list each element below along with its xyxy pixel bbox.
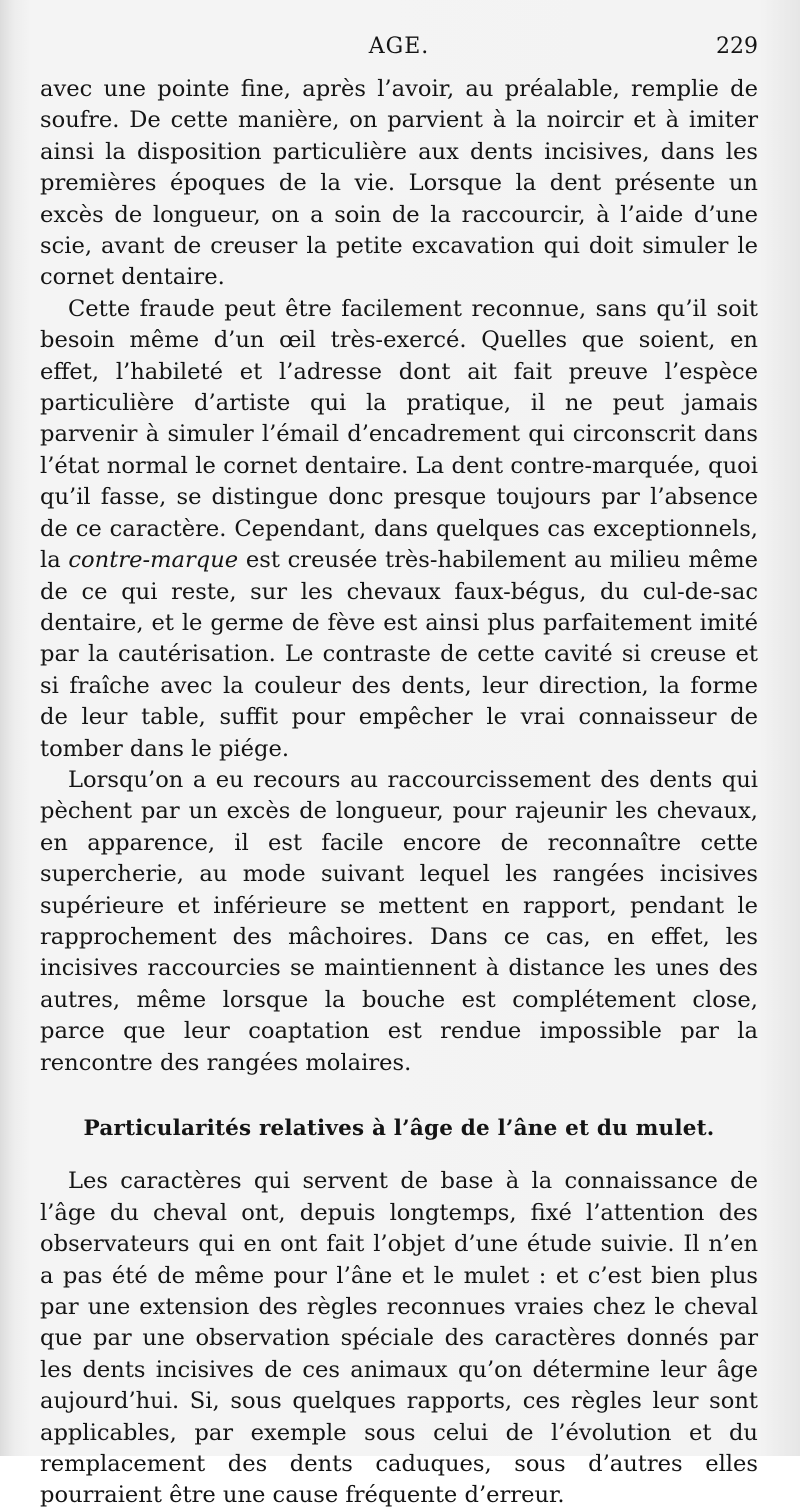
paragraph-donkey-mule: Les caractères qui servent de base à la connaissance de l’âge du cheval ont, depuis longtemps, fixé l’attention des observateurs qui en ont fait l’objet d’une étude suivie. Il n’en a pas été de même pour l’âne et le mulet : et c’est bien plus par une extension des règles reconnues vraies chez le cheval que par une observation spéciale des caractères donnés par les dents incisives de ces animaux qu’on détermine leur âge aujourd’hui. Si, sous quelques rapports, ces règles leur sont applicables, par exemple sous celui de l’évolution et du remplacement des dents caduques, sous d’autres elles pourraient être une cause fréquente d’erreur.: [40, 1168, 758, 1509]
paragraph-text-end: est creusée très-habilement au milieu même de ce qui reste, sur les chevaux faux-bégus, du cul-de-sac dentaire, et le germe de fève est ainsi plus parfaitement imité par la cautérisation. Le contraste de cette cavité si creuse et si fraîche avec la couleur des dents, leur direction, la forme de leur table, suffit pour empêcher le vrai connaisseur de tomber dans le piége.: [40, 547, 758, 762]
paragraph-shortened-teeth: Lorsqu’on a eu recours au raccourcissement des dents qui pèchent par un excès de longueur, pour rajeunir les chevaux, en apparence, il est facile encore de reconnaître cette supercherie, au mode suivant lequel les rangées incisives supérieure et inférieure se mettent en rapport, pendant le rapprochement des mâchoires. Dans ce cas, en effet, les incisives raccourcies se maintiennent à distance les unes des autres, même lorsque la bouche est complétement close, parce que leur coaptation est rendue impossible par la rencontre des rangées molaires.: [40, 766, 758, 1076]
italic-term: contre-marque: [68, 547, 239, 574]
page-number: 229: [716, 34, 758, 59]
body-text: [40, 74, 758, 1512]
section-heading: Particularités relatives à l’âge de l’âne et du mulet.: [83, 1116, 715, 1141]
paragraph-continued: avec une pointe fine, après l’avoir, au préalable, remplie de soufre. De cette manière, on parvient à la noircir et à imiter ainsi la disposition particulière aux dents incisives, dans les premières époques de la vie. Lorsque la dent présente un excès de longueur, on a soin de la raccourcir, à l’aide d’une scie, avant de creuser la petite excavation qui doit simuler le cornet dentaire.: [40, 76, 758, 291]
paragraph-fraud-detection: [40, 294, 758, 765]
running-head: [40, 28, 758, 74]
running-title: AGE.: [368, 34, 430, 59]
paragraph-text-start: Cette fraude peut être facilement reconnue, sans qu’il soit besoin même d’un œil très-exercé. Quelles que soient, en effet, l’habileté et l’adresse dont ait fait preuve l’espèce particulière d’artiste qui la pratique, il ne peut jamais parvenir à simuler l’émail d’encadrement qui circonscrit dans l’état normal le cornet dentaire. La dent contre-marquée, quoi qu’il fasse, se distingue donc presque toujours par l’absence de ce caractère. Cependant, dans quelques cas exceptionnels, la: [40, 295, 758, 574]
